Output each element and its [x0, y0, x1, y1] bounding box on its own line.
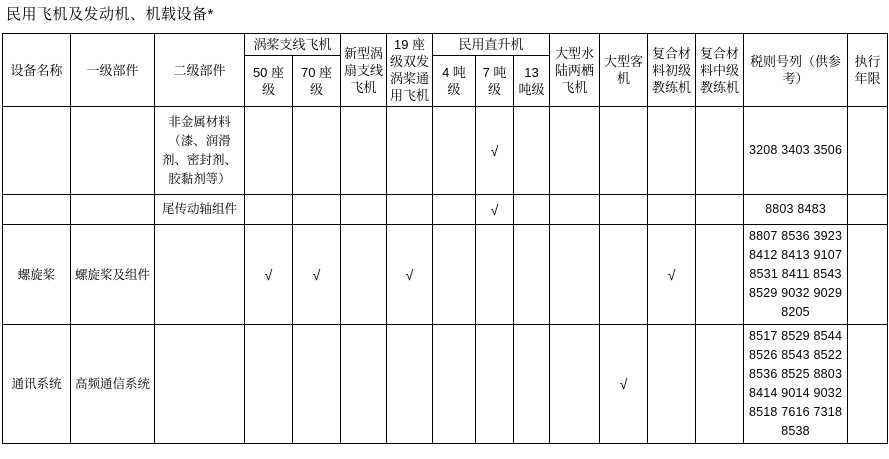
cell-seats-50: [245, 325, 293, 444]
header-large-amphibious: 大型水陆两栖飞机: [550, 34, 600, 107]
cell-19-seat-twin-turboprop: [387, 195, 433, 225]
header-tons-7: 7 吨级: [476, 56, 514, 107]
cell-large-amphibious: [550, 195, 600, 225]
cell-large-passenger: [600, 225, 648, 325]
table-row: [3, 225, 888, 325]
cell-new-turbofan-regional: [341, 225, 387, 325]
cell-new-turbofan-regional: [341, 195, 387, 225]
cell-seats-50: [245, 195, 293, 225]
cell-seats-50: √: [245, 225, 293, 325]
header-composite-primary-trainer: 复合材料初级教练机: [648, 34, 696, 107]
cell-level1-part: [71, 107, 155, 195]
cell-tons-13: [514, 195, 550, 225]
page-title: 民用飞机及发动机、机载设备*: [6, 6, 214, 23]
cell-equipment-name: [3, 195, 71, 225]
header-turboprop-regional: 涡桨支线飞机: [245, 34, 341, 56]
header-composite-intermediate-trainer: 复合材料中级教练机: [696, 34, 744, 107]
cell-composite-intermediate-trainer: [696, 107, 744, 195]
cell-large-amphibious: [550, 107, 600, 195]
cell-execution-period: [848, 225, 888, 325]
table-row: [3, 195, 888, 225]
cell-tariff-codes: 8517 8529 8544 8526 8543 8522 8536 8525 8803 8414 9014 9032 8518 7616 7318 8538: [744, 325, 848, 444]
cell-seats-70: [293, 107, 341, 195]
cell-seats-70: √: [293, 225, 341, 325]
cell-tons-13: [514, 325, 550, 444]
header-tariff-codes: 税则号列（供参考）: [744, 34, 848, 107]
cell-tons-4: [433, 225, 476, 325]
cell-level2-part: 尾传动轴组件: [155, 195, 245, 225]
cell-tariff-codes: 8807 8536 3923 8412 8413 9107 8531 8411 8543 8529 9032 9029 8205: [744, 225, 848, 325]
cell-seats-70: [293, 325, 341, 444]
cell-tons-7: √: [476, 195, 514, 225]
header-large-passenger: 大型客机: [600, 34, 648, 107]
cell-equipment-name: [3, 107, 71, 195]
cell-seats-70: [293, 195, 341, 225]
cell-tons-13: [514, 225, 550, 325]
cell-level2-part: [155, 225, 245, 325]
cell-level1-part: 螺旋桨及组件: [71, 225, 155, 325]
cell-tons-13: [514, 107, 550, 195]
cell-new-turbofan-regional: [341, 325, 387, 444]
cell-new-turbofan-regional: [341, 107, 387, 195]
cell-level1-part: 高频通信系统: [71, 325, 155, 444]
header-seats-50: 50 座级: [245, 56, 293, 107]
cell-tariff-codes: 3208 3403 3506: [744, 107, 848, 195]
cell-composite-intermediate-trainer: [696, 325, 744, 444]
header-level2-part: 二级部件: [155, 34, 245, 107]
cell-composite-intermediate-trainer: [696, 195, 744, 225]
cell-large-passenger: [600, 195, 648, 225]
cell-large-amphibious: [550, 225, 600, 325]
table-header-row-1: [3, 34, 888, 56]
cell-tons-7: [476, 225, 514, 325]
cell-seats-50: [245, 107, 293, 195]
cell-composite-primary-trainer: [648, 107, 696, 195]
header-tons-4: 4 吨级: [433, 56, 476, 107]
cell-execution-period: [848, 325, 888, 444]
aircraft-equipment-table: [2, 33, 888, 444]
table-row: [3, 107, 888, 195]
cell-19-seat-twin-turboprop: [387, 107, 433, 195]
cell-19-seat-twin-turboprop: √: [387, 225, 433, 325]
data-table-container: [2, 33, 887, 444]
header-tons-13: 13 吨级: [514, 56, 550, 107]
header-new-turbofan-regional: 新型涡扇支线飞机: [341, 34, 387, 107]
cell-large-passenger: √: [600, 325, 648, 444]
cell-composite-primary-trainer: [648, 195, 696, 225]
cell-tons-7: [476, 325, 514, 444]
cell-level2-part: [155, 325, 245, 444]
cell-composite-primary-trainer: √: [648, 225, 696, 325]
cell-tariff-codes: 8803 8483: [744, 195, 848, 225]
cell-level1-part: [71, 195, 155, 225]
cell-tons-7: √: [476, 107, 514, 195]
cell-composite-intermediate-trainer: [696, 225, 744, 325]
cell-tons-4: [433, 107, 476, 195]
cell-composite-primary-trainer: [648, 325, 696, 444]
header-execution-period: 执行年限: [848, 34, 888, 107]
cell-equipment-name: 通讯系统: [3, 325, 71, 444]
cell-tons-4: [433, 325, 476, 444]
header-19-seat-twin-turboprop: 19 座级双发涡桨通用飞机: [387, 34, 433, 107]
header-civil-helicopter: 民用直升机: [433, 34, 550, 56]
cell-19-seat-twin-turboprop: [387, 325, 433, 444]
cell-large-amphibious: [550, 325, 600, 444]
header-equipment-name: 设备名称: [3, 34, 71, 107]
cell-tons-4: [433, 195, 476, 225]
header-seats-70: 70 座级: [293, 56, 341, 107]
cell-equipment-name: 螺旋桨: [3, 225, 71, 325]
cell-execution-period: [848, 195, 888, 225]
cell-large-passenger: [600, 107, 648, 195]
cell-level2-part: 非金属材料（漆、润滑剂、密封剂、胶黏剂等）: [155, 107, 245, 195]
table-row: [3, 325, 888, 444]
cell-execution-period: [848, 107, 888, 195]
header-level1-part: 一级部件: [71, 34, 155, 107]
